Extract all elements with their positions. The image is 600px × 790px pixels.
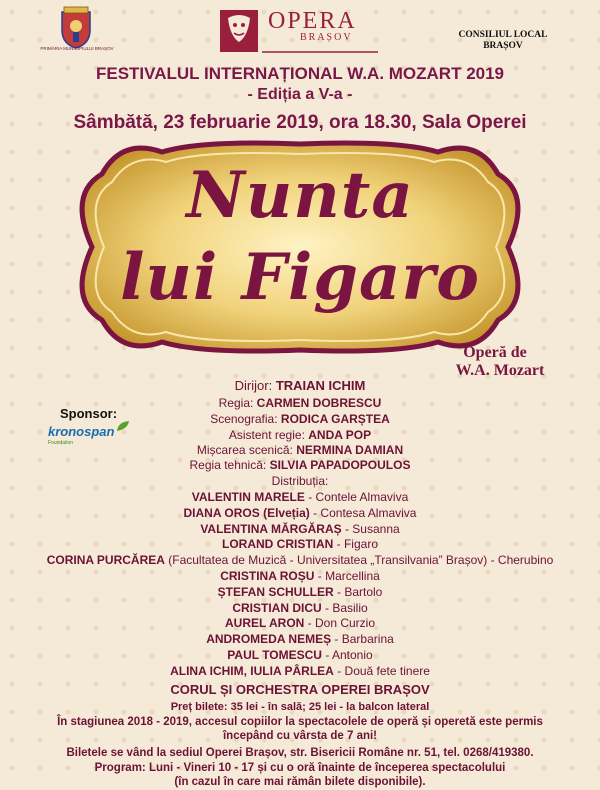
cast-role: (Facultatea de Muzică - Universitatea „Transilvania” Brașov) - Cherubino	[164, 553, 554, 567]
credit-name: TRAIAN ICHIM	[275, 378, 366, 393]
cast-singer: DIANA OROS (Elveția)	[183, 506, 310, 520]
children-policy-line1: În stagiunea 2018 - 2019, accesul copiilor la spectacolele de operă și operetă este permis	[57, 716, 543, 728]
cast-row	[0, 632, 600, 646]
credit-row	[0, 378, 600, 393]
credit-row	[0, 428, 600, 442]
ticket-prices: Preț bilete: 35 lei - în sală; 25 lei - la balcon lateral	[170, 701, 430, 713]
choir-orchestra: CORUL ȘI ORCHESTRA OPEREI BRAȘOV	[170, 682, 430, 697]
cast-singer: PAUL TOMESCU	[227, 648, 322, 662]
credit-role: Regia tehnică:	[189, 458, 270, 472]
crest-caption: PRIMĂRIA MUNICIPIULUI BRAȘOV	[40, 46, 114, 51]
cast-role: - Contele Almaviva	[304, 490, 409, 504]
brasov-crest-icon	[56, 6, 96, 50]
credit-name: RODICA GARȘTEA	[280, 412, 390, 426]
cast-row	[0, 522, 600, 536]
consiliu-local-label	[448, 30, 558, 52]
cast-row	[0, 648, 600, 662]
children-policy-line2: începând cu vârsta de 7 ani!	[222, 730, 378, 742]
cast-role: - Barbarina	[331, 632, 394, 646]
festival-edition: - Ediția a V-a -	[247, 86, 353, 103]
sponsor-label: Sponsor:	[60, 406, 118, 421]
consiliu-line1: CONSILIUL LOCAL	[458, 30, 548, 40]
credit-role: Regia:	[218, 396, 257, 410]
ticket-sales-info: Biletele se vând la sediul Operei Brașov, str. Bisericii Române nr. 51, tel. 0268/419380.	[66, 747, 534, 759]
cast-row	[0, 537, 600, 551]
cast-row	[0, 569, 600, 583]
opera-title-line1: Nunta	[186, 158, 414, 233]
cast-row	[0, 553, 600, 567]
cast-singer: VALENTIN MARELE	[191, 490, 305, 504]
consiliu-line2: BRAȘOV	[483, 41, 523, 51]
cast-role: - Figaro	[333, 537, 378, 551]
cast-role: - Bartolo	[333, 585, 383, 599]
cast-singer: VALENTINA MĂRGĂRAȘ	[200, 522, 342, 536]
cast-row	[0, 585, 600, 599]
box-office-program-line1: Program: Luni - Vineri 10 - 17 și cu o oră înainte de începerea spectacolului	[94, 762, 506, 774]
credit-name: NERMINA DAMIAN	[296, 443, 404, 457]
cast-role: - Contesa Almaviva	[309, 506, 417, 520]
cast-role: - Susanna	[341, 522, 400, 536]
cast-role: - Două fete tinere	[333, 664, 430, 678]
cast-role: - Marcellina	[314, 569, 380, 583]
credit-name: SILVIA PAPADOPOULOS	[269, 458, 411, 472]
credit-role: Scenografia:	[210, 412, 281, 426]
cast-row	[0, 616, 600, 630]
cast-singer: ȘTEFAN SCHULLER	[217, 585, 334, 599]
cast-row	[0, 490, 600, 504]
cast-singer: LORAND CRISTIAN	[221, 537, 334, 551]
cast-heading: Distribuția:	[271, 474, 329, 488]
cast-singer: CORINA PURCĂREA	[46, 553, 165, 567]
cast-row	[0, 601, 600, 615]
opera-name: OPERA	[268, 8, 357, 34]
cast-role: - Don Curzio	[304, 616, 376, 630]
cast-singer: CRISTINA ROȘU	[220, 569, 315, 583]
cast-singer: CRISTIAN DICU	[232, 601, 322, 615]
cast-singer: AUREL ARON	[224, 616, 305, 630]
opera-title-line2: lui Figaro	[120, 240, 480, 315]
cast-singer: ALINA ICHIM, IULIA PÂRLEA	[170, 664, 334, 678]
event-date-line: Sâmbătă, 23 februarie 2019, ora 18.30, Sala Operei	[73, 112, 527, 133]
credit-name: CARMEN DOBRESCU	[256, 396, 382, 410]
credit-role: Asistent regie:	[228, 428, 309, 442]
cast-row	[0, 506, 600, 520]
cast-singer: ANDROMEDA NEMEȘ	[206, 632, 332, 646]
cast-role: - Antonio	[321, 648, 373, 662]
cast-row	[0, 664, 600, 678]
box-office-program-line2: (în cazul în care mai rămân bilete disponibile).	[174, 776, 426, 788]
credit-row	[0, 396, 600, 410]
credit-role: Mișcarea scenică:	[196, 443, 297, 457]
festival-title: FESTIVALUL INTERNAȚIONAL W.A. MOZART 2019	[95, 64, 505, 83]
credit-row	[0, 443, 600, 457]
sponsor-logo: kronospan	[48, 424, 115, 439]
sponsor-logo-sub: Foundation	[48, 440, 74, 446]
composer-line1: Operă de	[463, 344, 527, 361]
credit-role: Dirijor:	[234, 378, 276, 393]
cast-role: - Basilio	[321, 601, 368, 615]
credit-row	[0, 458, 600, 472]
opera-city: BRAȘOV	[300, 32, 353, 43]
credit-name: ANDA POP	[308, 428, 372, 442]
credit-row	[0, 412, 600, 426]
composer-line2: W.A. Mozart	[455, 362, 545, 379]
